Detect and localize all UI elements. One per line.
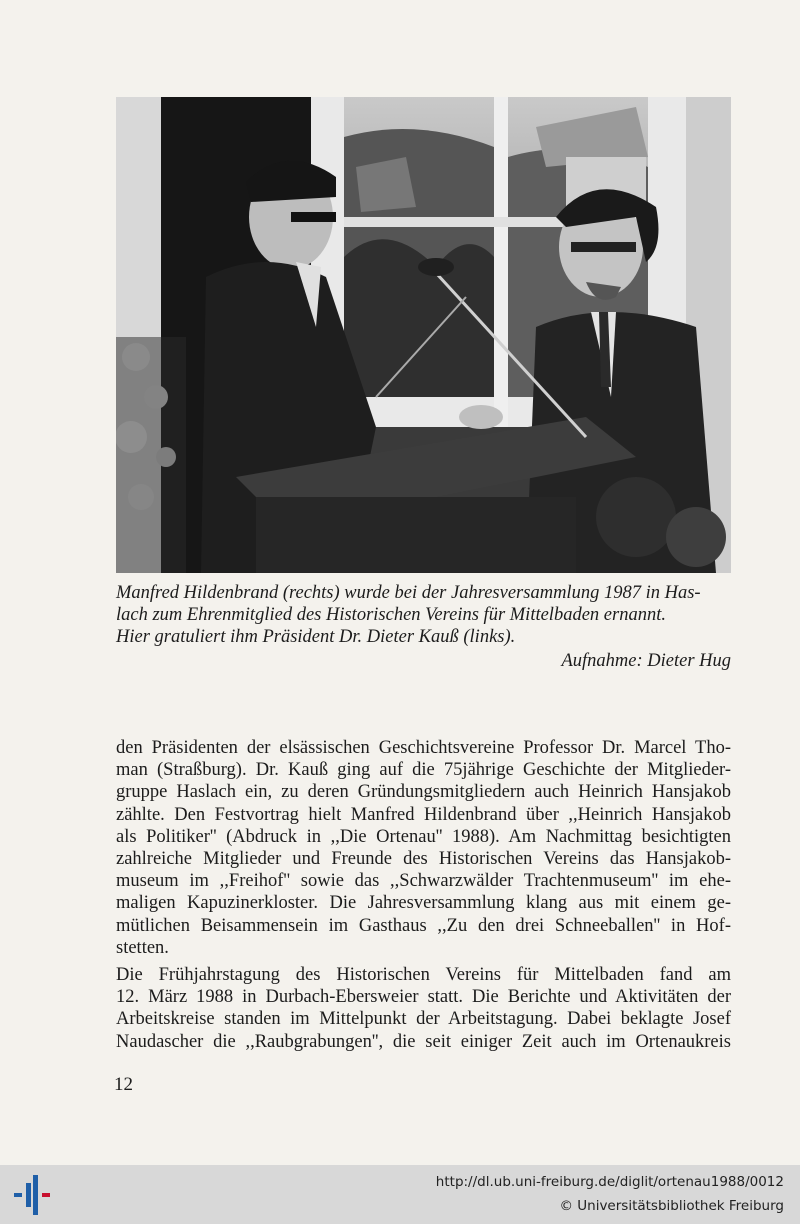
ub-freiburg-logo-icon <box>12 1173 52 1217</box>
text-line: als Politiker'' (Abdruck in ,,Die Ortenau'' 1988). Am Nachmittag besichtigten <box>116 826 731 847</box>
text-line: den Präsidenten der elsässischen Geschichtsvereine Professor Dr. Marcel Tho- <box>116 738 731 758</box>
caption-line: Hier gratuliert ihm Präsident Dr. Dieter Kauß (links). <box>116 627 516 647</box>
photo-credit: Aufnahme: Dieter Hug <box>561 651 731 671</box>
text-line: 12. März 1988 in Durbach-Ebersweier statt. Die Berichte und Aktivitäten der <box>116 987 731 1008</box>
text-line: zählte. Den Festvortrag hielt Manfred Hildenbrand über ,,Heinrich Hansjakob <box>116 804 731 825</box>
source-url[interactable]: http://dl.ub.uni-freiburg.de/diglit/ortenau1988/0012 <box>435 1174 784 1190</box>
text-line: Arbeitskreise standen im Mittelpunkt der Arbeitstagung. Dabei beklagte Josef <box>116 1009 731 1030</box>
caption-line: Manfred Hildenbrand (rechts) wurde bei der Jahresversammlung 1987 in Has- <box>116 583 701 603</box>
text-line: Naudascher die ,,Raubgrabungen'', die seit einiger Zeit auch im Ortenaukreis <box>116 1031 731 1052</box>
text-line: mütlichen Beisammensein im Gasthaus ,,Zu den drei Schneeballen'' in Hof- <box>116 915 731 936</box>
paragraph-2 <box>116 964 731 1053</box>
photo-handshake <box>116 97 731 573</box>
text-line: gruppe Haslach ein, zu deren Gründungsmitgliedern auch Heinrich Hansjakob <box>116 782 731 803</box>
text-line: man (Straßburg). Dr. Kauß ging auf die 75jährige Geschichte der Mitglieder- <box>116 760 731 781</box>
photo-caption <box>116 582 731 648</box>
text-line: Die Frühjahrstagung des Historischen Vereins für Mittelbaden fand am <box>116 965 731 985</box>
caption-line: lach zum Ehrenmitglied des Historischen Vereins für Mittelbaden ernannt. <box>116 605 666 625</box>
text-line: stetten. <box>116 937 169 958</box>
copyright-notice: © Universitätsbibliothek Freiburg <box>559 1198 784 1214</box>
text-line: maligen Kapuzinerkloster. Die Jahresversammlung klang aus mit einem ge- <box>116 893 731 914</box>
text-line: museum im ,,Freihof'' sowie das ,,Schwarzwälder Trachtenmuseum'' im ehe- <box>116 871 731 892</box>
page-number: 12 <box>114 1074 133 1095</box>
paragraph-1 <box>116 737 731 959</box>
photo-handshake-icon <box>116 97 731 573</box>
footer-bar <box>0 1165 800 1224</box>
text-line: zahlreiche Mitglieder und Freunde des Historischen Vereins das Hansjakob- <box>116 849 731 870</box>
